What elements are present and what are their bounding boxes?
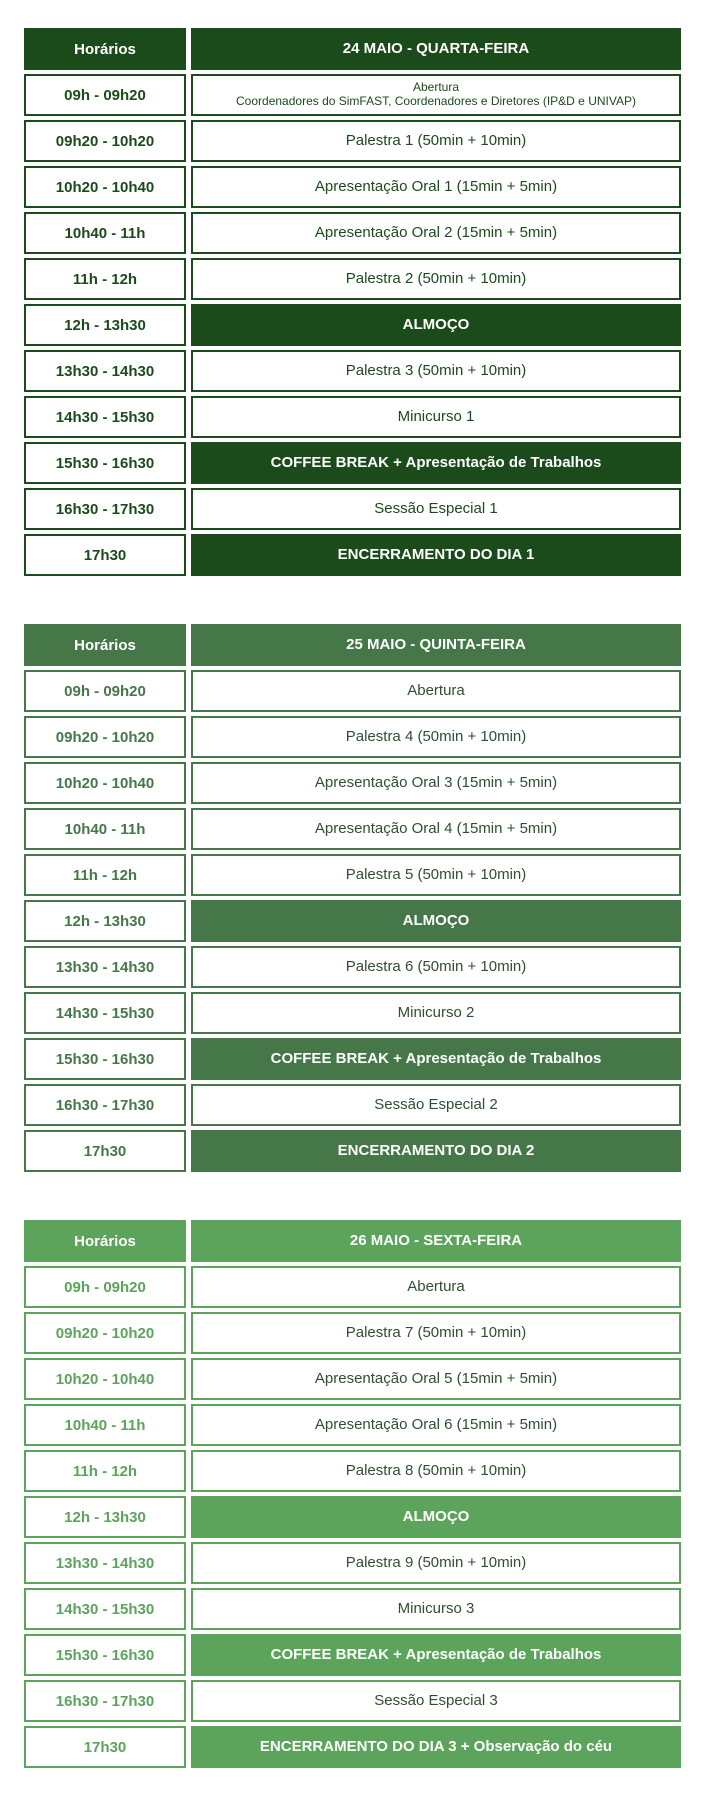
event-cell bbox=[191, 74, 681, 116]
time-cell: 10h40 - 11h bbox=[24, 212, 186, 254]
table-row bbox=[24, 304, 681, 346]
lunch-cell: ALMOÇO bbox=[191, 900, 681, 942]
time-cell: 14h30 - 15h30 bbox=[24, 396, 186, 438]
time-cell: 11h - 12h bbox=[24, 1450, 186, 1492]
table-header bbox=[24, 1220, 681, 1262]
table-row bbox=[24, 1038, 681, 1080]
table-row bbox=[24, 442, 681, 484]
time-cell: 09h20 - 10h20 bbox=[24, 120, 186, 162]
table-row bbox=[24, 1542, 681, 1584]
table-row bbox=[24, 808, 681, 850]
coffee-break-cell: COFFEE BREAK + Apresentação de Trabalhos bbox=[191, 442, 681, 484]
event-cell: Abertura bbox=[191, 670, 681, 712]
table-header bbox=[24, 28, 681, 70]
header-day-title: 25 MAIO - QUINTA-FEIRA bbox=[191, 624, 681, 666]
time-cell: 10h20 - 10h40 bbox=[24, 762, 186, 804]
event-cell: Apresentação Oral 1 (15min + 5min) bbox=[191, 166, 681, 208]
event-cell: Sessão Especial 2 bbox=[191, 1084, 681, 1126]
table-row bbox=[24, 1680, 681, 1722]
event-cell: Apresentação Oral 5 (15min + 5min) bbox=[191, 1358, 681, 1400]
table-row bbox=[24, 1588, 681, 1630]
time-cell: 13h30 - 14h30 bbox=[24, 1542, 186, 1584]
event-cell: Palestra 8 (50min + 10min) bbox=[191, 1450, 681, 1492]
time-cell: 10h40 - 11h bbox=[24, 808, 186, 850]
time-cell: 12h - 13h30 bbox=[24, 304, 186, 346]
time-cell: 09h - 09h20 bbox=[24, 1266, 186, 1308]
time-cell: 09h - 09h20 bbox=[24, 74, 186, 116]
table-row bbox=[24, 1634, 681, 1676]
table-row bbox=[24, 258, 681, 300]
table-row bbox=[24, 670, 681, 712]
table-row bbox=[24, 1266, 681, 1308]
time-cell: 13h30 - 14h30 bbox=[24, 946, 186, 988]
event-cell: Palestra 7 (50min + 10min) bbox=[191, 1312, 681, 1354]
event-cell: Minicurso 1 bbox=[191, 396, 681, 438]
header-times: Horários bbox=[24, 28, 186, 70]
table-row bbox=[24, 1358, 681, 1400]
table-row bbox=[24, 946, 681, 988]
table-row bbox=[24, 166, 681, 208]
event-cell: Sessão Especial 1 bbox=[191, 488, 681, 530]
schedule-day-1 bbox=[24, 28, 681, 580]
time-cell: 11h - 12h bbox=[24, 854, 186, 896]
table-row bbox=[24, 1726, 681, 1768]
time-cell: 16h30 - 17h30 bbox=[24, 1680, 186, 1722]
table-row bbox=[24, 1450, 681, 1492]
table-row bbox=[24, 1496, 681, 1538]
event-cell: Apresentação Oral 2 (15min + 5min) bbox=[191, 212, 681, 254]
time-cell: 15h30 - 16h30 bbox=[24, 442, 186, 484]
time-cell: 17h30 bbox=[24, 1130, 186, 1172]
header-day-title: 24 MAIO - QUARTA-FEIRA bbox=[191, 28, 681, 70]
table-row bbox=[24, 762, 681, 804]
time-cell: 16h30 - 17h30 bbox=[24, 1084, 186, 1126]
table-row bbox=[24, 74, 681, 116]
event-cell: Palestra 5 (50min + 10min) bbox=[191, 854, 681, 896]
table-row bbox=[24, 1404, 681, 1446]
event-cell: Minicurso 2 bbox=[191, 992, 681, 1034]
table-row bbox=[24, 350, 681, 392]
time-cell: 09h20 - 10h20 bbox=[24, 716, 186, 758]
event-cell: Palestra 3 (50min + 10min) bbox=[191, 350, 681, 392]
closing-cell: ENCERRAMENTO DO DIA 2 bbox=[191, 1130, 681, 1172]
table-row bbox=[24, 992, 681, 1034]
time-cell: 13h30 - 14h30 bbox=[24, 350, 186, 392]
event-cell: Apresentação Oral 3 (15min + 5min) bbox=[191, 762, 681, 804]
time-cell: 10h40 - 11h bbox=[24, 1404, 186, 1446]
table-row bbox=[24, 1130, 681, 1172]
event-cell: Apresentação Oral 4 (15min + 5min) bbox=[191, 808, 681, 850]
table-row bbox=[24, 212, 681, 254]
time-cell: 16h30 - 17h30 bbox=[24, 488, 186, 530]
header-day-title: 26 MAIO - SEXTA-FEIRA bbox=[191, 1220, 681, 1262]
event-cell: Minicurso 3 bbox=[191, 1588, 681, 1630]
coffee-break-cell: COFFEE BREAK + Apresentação de Trabalhos bbox=[191, 1038, 681, 1080]
event-cell: Palestra 1 (50min + 10min) bbox=[191, 120, 681, 162]
event-subtitle: Coordenadores do SimFAST, Coordenadores e Diretores (IP&D e UNIVAP) bbox=[236, 94, 636, 108]
table-row bbox=[24, 1084, 681, 1126]
table-row bbox=[24, 488, 681, 530]
event-cell: Palestra 9 (50min + 10min) bbox=[191, 1542, 681, 1584]
event-title: Abertura bbox=[412, 80, 460, 95]
closing-cell: ENCERRAMENTO DO DIA 1 bbox=[191, 534, 681, 576]
event-cell: Abertura bbox=[191, 1266, 681, 1308]
lunch-cell: ALMOÇO bbox=[191, 304, 681, 346]
time-cell: 14h30 - 15h30 bbox=[24, 992, 186, 1034]
table-row bbox=[24, 716, 681, 758]
table-row bbox=[24, 900, 681, 942]
lunch-cell: ALMOÇO bbox=[191, 1496, 681, 1538]
event-cell: Palestra 6 (50min + 10min) bbox=[191, 946, 681, 988]
table-header bbox=[24, 624, 681, 666]
time-cell: 12h - 13h30 bbox=[24, 1496, 186, 1538]
time-cell: 11h - 12h bbox=[24, 258, 186, 300]
event-cell: Apresentação Oral 6 (15min + 5min) bbox=[191, 1404, 681, 1446]
time-cell: 15h30 - 16h30 bbox=[24, 1634, 186, 1676]
table-row bbox=[24, 534, 681, 576]
time-cell: 14h30 - 15h30 bbox=[24, 1588, 186, 1630]
time-cell: 15h30 - 16h30 bbox=[24, 1038, 186, 1080]
time-cell: 10h20 - 10h40 bbox=[24, 166, 186, 208]
header-times: Horários bbox=[24, 1220, 186, 1262]
time-cell: 09h20 - 10h20 bbox=[24, 1312, 186, 1354]
time-cell: 09h - 09h20 bbox=[24, 670, 186, 712]
table-row bbox=[24, 396, 681, 438]
time-cell: 17h30 bbox=[24, 534, 186, 576]
time-cell: 10h20 - 10h40 bbox=[24, 1358, 186, 1400]
header-times: Horários bbox=[24, 624, 186, 666]
event-cell: Palestra 4 (50min + 10min) bbox=[191, 716, 681, 758]
event-cell: Palestra 2 (50min + 10min) bbox=[191, 258, 681, 300]
time-cell: 17h30 bbox=[24, 1726, 186, 1768]
table-row bbox=[24, 1312, 681, 1354]
table-row bbox=[24, 854, 681, 896]
schedule-day-2 bbox=[24, 624, 681, 1176]
closing-cell: ENCERRAMENTO DO DIA 3 + Observação do céu bbox=[191, 1726, 681, 1768]
table-row bbox=[24, 120, 681, 162]
schedule-day-3 bbox=[24, 1220, 681, 1772]
event-cell: Sessão Especial 3 bbox=[191, 1680, 681, 1722]
coffee-break-cell: COFFEE BREAK + Apresentação de Trabalhos bbox=[191, 1634, 681, 1676]
time-cell: 12h - 13h30 bbox=[24, 900, 186, 942]
